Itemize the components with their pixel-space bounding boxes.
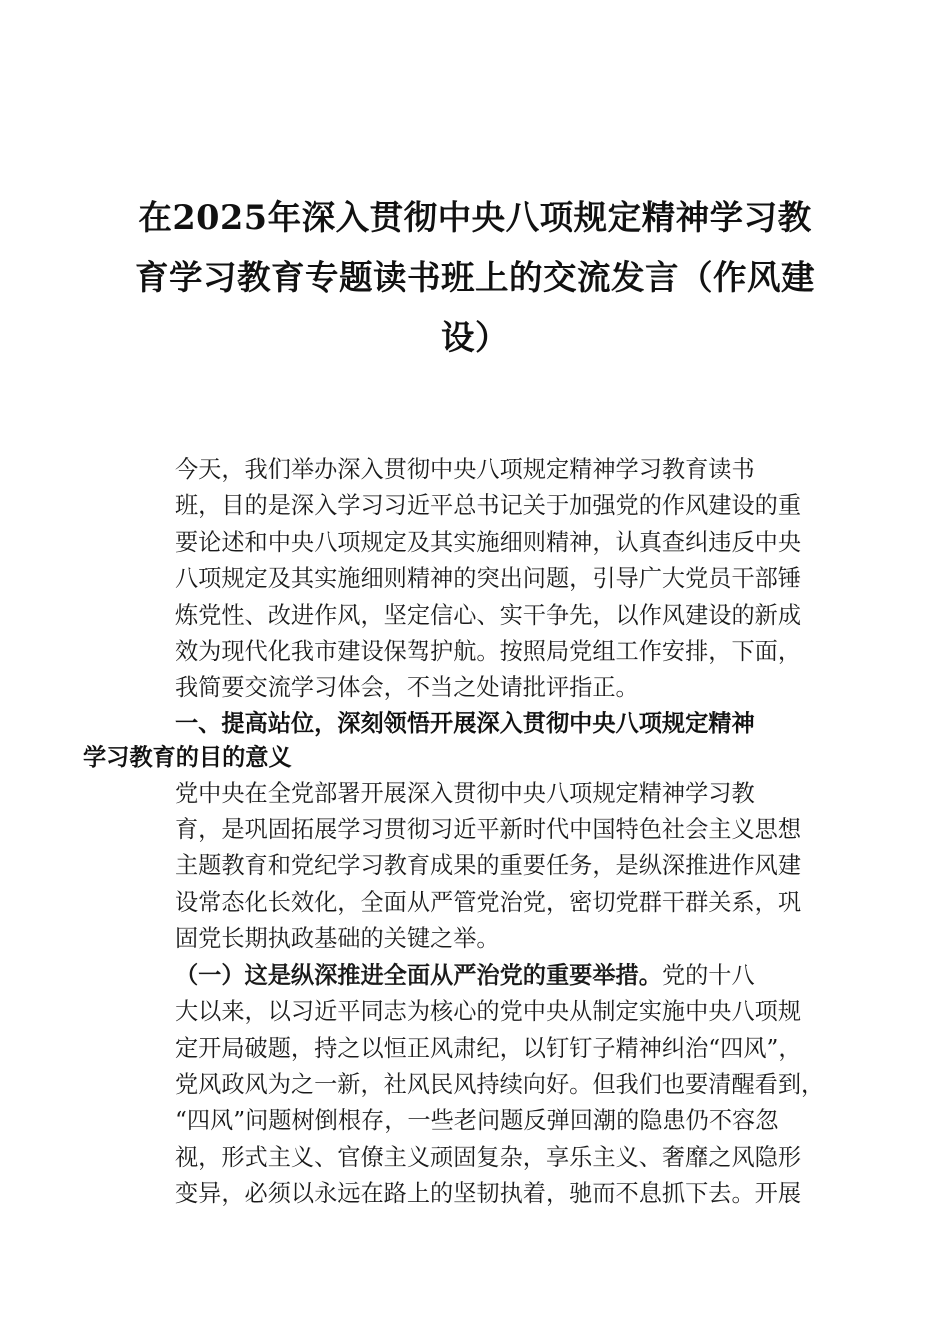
intro-line-5: 炼党性、改进作风，坚定信心、实干争先，以作风建设的新成 (175, 601, 802, 629)
subsection-1-line-5: “四风”问题树倒根存，一些老问题反弹回潮的隐患仍不容忽 (175, 1107, 779, 1135)
intro-line-3: 要论述和中央八项规定及其实施细则精神，认真查纠违反中央 (175, 528, 802, 556)
subsection-1-heading: （一）这是纵深推进全面从严治党的重要举措。 (175, 961, 662, 989)
subsection-1-line-7: 变异，必须以永远在路上的坚韧执着，驰而不息抓下去。开展 (175, 1180, 802, 1208)
intro-line-6: 效为现代化我市建设保驾护航。按照局党组工作安排，下面， (175, 638, 802, 666)
intro-paragraph (129, 452, 834, 707)
title-line-1: 在2025年深入贯彻中央八项规定精神学习教 (138, 198, 812, 237)
intro-line-1: 今天，我们举办深入贯彻中央八项规定精神学习教育读书 (175, 456, 755, 483)
section-1-line-3: 主题教育和党纪学习教育成果的重要任务，是纵深推进作风建 (175, 852, 802, 880)
subsection-1-line-4: 党风政风为之一新，社风民风持续向好。但我们也要清醒看到， (175, 1070, 825, 1098)
subsection-1-line-2: 大以来，以习近平同志为核心的党中央从制定实施中央八项规 (175, 998, 802, 1026)
document-title (120, 188, 830, 368)
section-1-heading-line-2: 学习教育的目的意义 (83, 744, 292, 772)
section-1-heading (83, 707, 834, 776)
intro-line-2: 班，目的是深入学习习近平总书记关于加强党的作风建设的重 (175, 492, 802, 520)
section-1-heading-line-1: 一、提高站位，深刻领悟开展深入贯彻中央八项规定精神 (175, 709, 755, 737)
subsection-1-line-6: 视，形式主义、官僚主义顽固复杂，享乐主义、奢靡之风隐形 (175, 1143, 802, 1171)
intro-line-4: 八项规定及其实施细则精神的突出问题，引导广大党员干部锤 (175, 565, 802, 593)
intro-line-7: 我简要交流学习体会，不当之处请批评指正。 (175, 674, 639, 702)
section-1-line-2: 育，是巩固拓展学习贯彻习近平新时代中国特色社会主义思想 (175, 816, 802, 844)
title-line-2: 育学习教育专题读书班上的交流发言（作风建 (135, 258, 815, 297)
subsection-1-paragraph (129, 958, 834, 1213)
section-1-line-4: 设常态化长效化，全面从严管党治党，密切党群干群关系，巩 (175, 888, 802, 916)
subsection-1-line-3: 定开局破题，持之以恒正风肃纪，以钉钉子精神纠治“四风”， (175, 1034, 802, 1062)
subsection-1-line-1: 党的十八 (661, 961, 755, 989)
section-1-paragraph (129, 776, 834, 958)
section-1-line-1: 党中央在全党部署开展深入贯彻中央八项规定精神学习教 (175, 779, 755, 807)
section-1-line-5: 固党长期执政基础的关键之举。 (175, 925, 500, 953)
title-line-3: 设） (441, 318, 509, 357)
document-body (83, 452, 834, 1213)
